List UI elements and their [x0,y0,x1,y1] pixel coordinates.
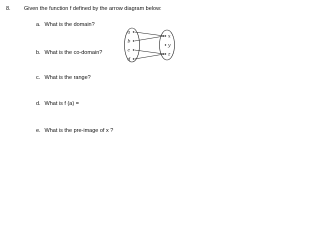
domain-element-d: d [127,57,131,63]
domain-element-a: a [127,30,131,36]
question-d [36,101,79,107]
codomain-element-z: z [168,52,171,58]
codomain-element-y: y [168,43,171,49]
question-label: d. [36,101,41,107]
question-e [36,128,113,134]
question-c [36,75,91,81]
question-text: What is the range? [44,75,91,81]
codomain-element-x: x [168,34,171,40]
domain-dot-d [133,58,134,59]
question-a [36,22,95,28]
question-text: What is f (a) = [44,101,79,107]
codomain-oval [160,30,175,60]
codomain-dot-z [165,53,166,54]
question-text: What is the co-domain? [44,50,103,56]
domain-dot-c [133,49,134,50]
question-text: What is the domain? [44,22,95,28]
codomain-dot-x [165,35,166,36]
domain-dot-b [133,40,134,41]
arrow-diagram [112,26,192,64]
question-text: What is the pre-image of x ? [44,128,114,134]
question-label: b. [36,50,41,56]
mapping-arrows [135,32,165,59]
domain-dot-a [133,31,134,32]
question-label: a. [36,22,41,28]
question-label: c. [36,75,41,81]
domain-labels [128,31,135,63]
problem-number: 8. [6,6,11,12]
arrow-a-to-x [135,32,165,36]
problem-prompt: Given the function f defined by the arrow diagram below: [24,6,162,12]
codomain-dot-y [165,44,166,45]
question-label: e. [36,128,41,134]
arrow-d-to-z [135,54,165,59]
domain-element-c: c [127,48,131,54]
codomain-labels [165,35,171,58]
question-b [36,50,102,56]
domain-element-b: b [127,39,131,45]
